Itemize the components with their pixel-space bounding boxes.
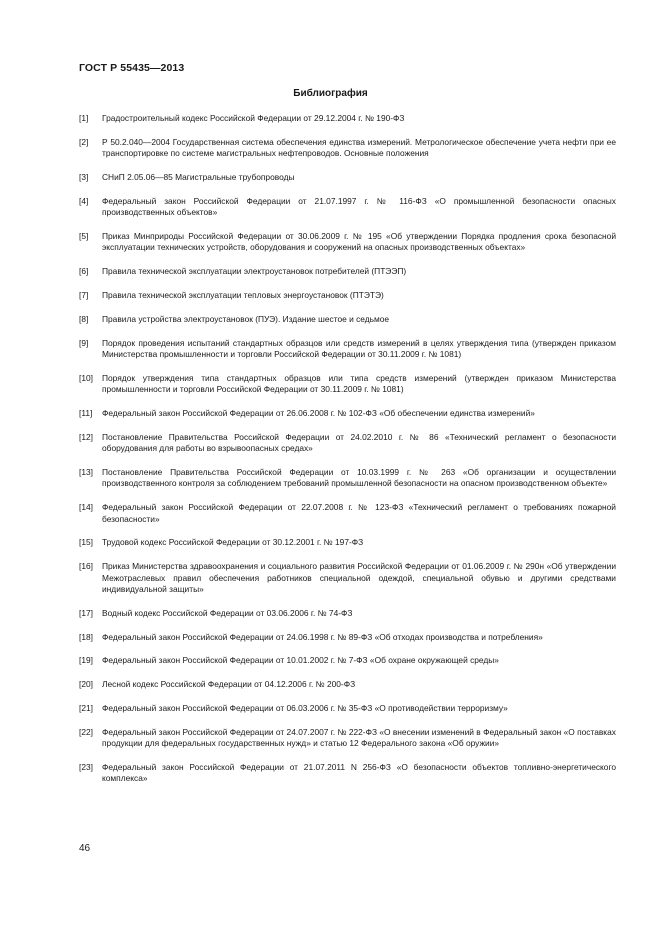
bibliography-entry bbox=[79, 266, 616, 277]
entry-number: [15] bbox=[79, 537, 93, 548]
entry-number: [17] bbox=[79, 607, 93, 618]
entry-number: [10] bbox=[79, 372, 93, 383]
entry-text: Правила технической эксплуатации тепловых энергоустановок (ПТЭТЭ) bbox=[102, 290, 384, 300]
bibliography-entry bbox=[79, 408, 616, 419]
entry-text: Градостроительный кодекс Российской Федерации от 29.12.2004 г. № 190-ФЗ bbox=[102, 113, 405, 123]
bibliography-entry bbox=[79, 196, 616, 219]
entry-text: Федеральный закон Российской Федерации от 26.06.2008 г. № 102-ФЗ «Об обеспечении единства измерений» bbox=[102, 408, 535, 418]
entry-text: Порядок проведения испытаний стандартных образцов или средств измерений в целях утверждения типа (утвержден приказом Министерства промышленности и торговли Российской Федерации от 30.11.2009 г. № 1081) bbox=[102, 337, 616, 359]
bibliography-entry bbox=[79, 314, 616, 325]
entry-text: Порядок утверждения типа стандартных образцов или типа средств измерений (утвержден приказом Министерства промышленности и торговли Российской Федерации от 30.11.2009 г. № 1081) bbox=[102, 372, 616, 395]
entry-text: Водный кодекс Российской Федерации от 03.06.2006 г. № 74-ФЗ bbox=[102, 607, 353, 618]
bibliography-list bbox=[79, 113, 616, 797]
bibliography-entry bbox=[79, 467, 616, 490]
entry-number: [19] bbox=[79, 655, 93, 666]
entry-number: [4] bbox=[79, 195, 89, 206]
entry-number: [3] bbox=[79, 172, 89, 182]
entry-text: СНиП 2.05.06—85 Магистральные трубопроводы bbox=[102, 172, 295, 182]
entry-number: [1] bbox=[79, 113, 89, 123]
bibliography-entry bbox=[79, 608, 616, 619]
entry-number: [6] bbox=[79, 266, 89, 277]
bibliography-entry bbox=[79, 338, 616, 361]
bibliography-entry bbox=[79, 679, 616, 690]
entry-text: Федеральный закон Российской Федерации от 22.07.2008 г. № 123-ФЗ «Технический регламент о требованиях пожарной безопасности» bbox=[102, 502, 616, 524]
bibliography-entry bbox=[79, 655, 616, 666]
entry-text: Постановление Правительства Российской Федерации от 24.02.2010 г. № 86 «Технический регламент о безопасности оборудования для работы во взрывоопасных средах» bbox=[102, 431, 616, 454]
entry-number: [13] bbox=[79, 467, 93, 477]
bibliography-entry bbox=[79, 373, 616, 396]
entry-text: Лесной кодекс Российской Федерации от 04.12.2006 г. № 200-ФЗ bbox=[102, 679, 356, 690]
entry-text: Приказ Министерства здравоохранения и социального развития Российской Федерации от 01.06.2009 г. № 290н «Об утверждении Межотраслевых правил обеспечения работников специальной одеждой, специальной обувью и другими средствами индивидуальной защиты» bbox=[102, 561, 616, 595]
entry-text: Правила устройства электроустановок (ПУЭ). Издание шестое и седьмое bbox=[102, 313, 390, 324]
entry-text: Постановление Правительства Российской Федерации от 10.03.1999 г. № 263 «Об организации и осуществлении производственного контроля за соблюдением требований промышленной безопасности на опасном производственном объекте» bbox=[102, 467, 616, 489]
entry-number: [9] bbox=[79, 337, 89, 348]
entry-number: [22] bbox=[79, 726, 93, 737]
bibliography-entry bbox=[79, 137, 616, 160]
entry-number: [16] bbox=[79, 561, 93, 572]
entry-text: Федеральный закон Российской Федерации от 21.07.2011 N 256-ФЗ «О безопасности объектов топливно-энергетического комплекса» bbox=[102, 762, 616, 784]
entry-number: [23] bbox=[79, 762, 93, 772]
entry-number: [7] bbox=[79, 290, 89, 300]
entry-number: [18] bbox=[79, 631, 93, 642]
entry-number: [20] bbox=[79, 679, 93, 690]
entry-text: Трудовой кодекс Российской Федерации от 30.12.2001 г. № 197-ФЗ bbox=[102, 537, 364, 548]
entry-number: [2] bbox=[79, 136, 89, 147]
bibliography-entry bbox=[79, 762, 616, 785]
bibliography-entry bbox=[79, 432, 616, 455]
entry-text: Федеральный закон Российской Федерации от 06.03.2006 г. № 35-ФЗ «О противодействии терроризму» bbox=[102, 703, 508, 713]
bibliography-entry bbox=[79, 632, 616, 643]
bibliography-entry bbox=[79, 172, 616, 183]
entry-number: [11] bbox=[79, 408, 93, 418]
bibliography-entry bbox=[79, 703, 616, 714]
document-header: ГОСТ Р 55435—2013 bbox=[79, 62, 185, 74]
entry-number: [21] bbox=[79, 703, 93, 713]
entry-text: Приказ Минприроды Российской Федерации от 30.06.2009 г. № 195 «Об утверждении Порядка продления срока безопасной эксплуатации технических устройств, оборудования и сооружений на опасных производственных объектах» bbox=[102, 231, 616, 253]
bibliography-title: Библиография bbox=[293, 88, 368, 99]
bibliography-entry bbox=[79, 561, 616, 595]
bibliography-entry bbox=[79, 113, 616, 124]
entry-number: [12] bbox=[79, 431, 93, 442]
bibliography-entry bbox=[79, 502, 616, 525]
bibliography-entry bbox=[79, 727, 616, 750]
entry-number: [8] bbox=[79, 313, 89, 324]
bibliography-entry bbox=[79, 290, 616, 301]
page-number: 46 bbox=[79, 843, 91, 854]
bibliography-entry bbox=[79, 537, 616, 548]
entry-number: [5] bbox=[79, 231, 89, 241]
entry-text: Р 50.2.040—2004 Государственная система обеспечения единства измерений. Метрологическое обеспечение учета нефти при ее транспортировке по системе магистральных нефтепроводов. Основные положения bbox=[102, 136, 616, 159]
entry-number: [14] bbox=[79, 502, 93, 513]
bibliography-entry bbox=[79, 231, 616, 254]
entry-text: Федеральный закон Российской Федерации от 24.07.2007 г. № 222-ФЗ «О внесении изменений в Федеральный закон «О поставках продукции для федеральных государственных нужд» и статью 12 Федерального закона «Об оружии» bbox=[102, 726, 616, 749]
entry-text: Федеральный закон Российской Федерации от 24.06.1998 г. № 89-ФЗ «Об отходах производства и потребления» bbox=[102, 631, 543, 642]
entry-text: Федеральный закон Российской Федерации от 21.07.1997 г. № 116-ФЗ «О промышленной безопасности опасных производственных объектов» bbox=[102, 195, 616, 218]
entry-text: Федеральный закон Российской Федерации от 10.01.2002 г. № 7-ФЗ «Об охране окружающей среды» bbox=[102, 655, 499, 666]
entry-text: Правила технической эксплуатации электроустановок потребителей (ПТЭЭП) bbox=[102, 266, 407, 277]
